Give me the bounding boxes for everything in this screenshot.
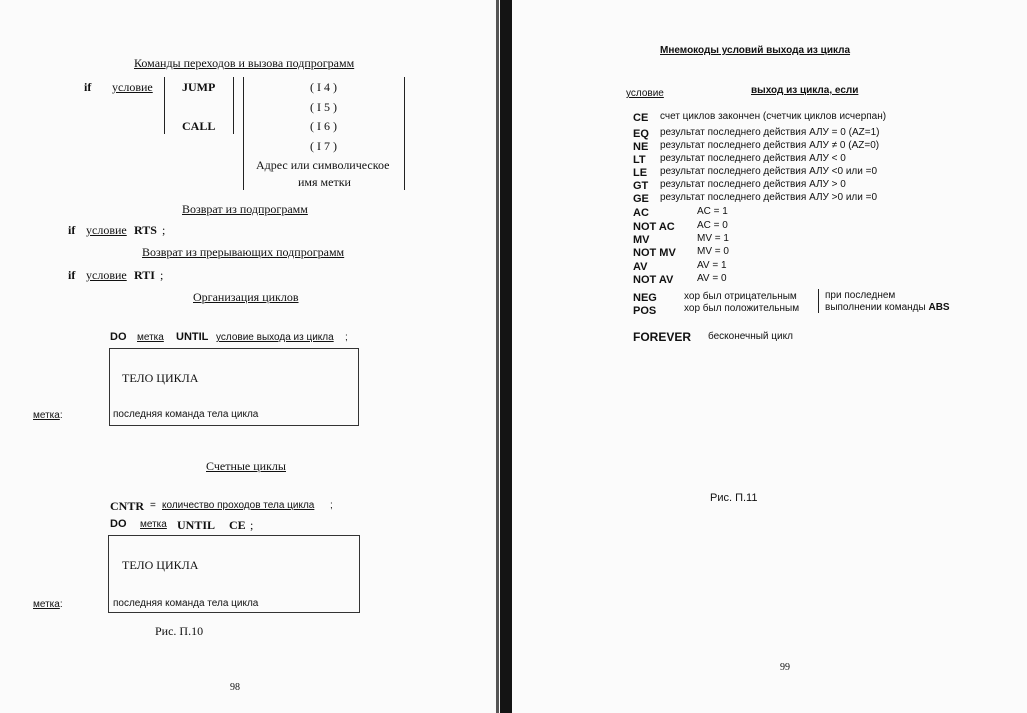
- divider: [243, 77, 244, 190]
- rts-keyword: RTS: [134, 223, 157, 237]
- pos-description: хор был положительным: [684, 303, 800, 314]
- condition-code: EQ: [633, 128, 649, 140]
- neg-code: NEG: [633, 292, 657, 304]
- condition-description: AV = 1: [697, 260, 727, 271]
- jumps-title: Команды переходов и вызова подпрограмм: [134, 56, 355, 70]
- counter-loops-title: Счетные циклы: [206, 459, 286, 473]
- condition-code: CE: [633, 112, 649, 124]
- label-placeholder: метка: [137, 332, 164, 343]
- figure-caption: Рис. П.10: [155, 624, 204, 638]
- condition-description: MV = 0: [697, 246, 729, 257]
- do-keyword: DO: [110, 518, 127, 530]
- forever-code: FOREVER: [633, 330, 692, 344]
- label-placeholder: метка: [140, 519, 167, 530]
- exec-command-text: [825, 302, 950, 313]
- condition-description: результат последнего действия АЛУ > 0: [660, 179, 846, 190]
- semicolon: ;: [160, 268, 164, 282]
- condition-description: счет циклов закончен (счетчик циклов исчерпан): [660, 111, 887, 122]
- if-keyword: if: [68, 223, 76, 237]
- condition-code: GE: [633, 193, 649, 205]
- address-line-1: Адрес или символическое: [256, 158, 390, 172]
- condition-description: результат последнего действия АЛУ ≠ 0 (AZ=0): [660, 140, 880, 151]
- column-condition: условие: [626, 88, 664, 99]
- condition-code: AC: [633, 207, 649, 219]
- page-number: 99: [780, 662, 790, 673]
- return-title: Возврат из подпрограмм: [182, 202, 308, 216]
- i6-text: ( I 6 ): [310, 119, 337, 133]
- divider: [818, 289, 819, 313]
- exit-condition: условие выхода из цикла: [216, 332, 334, 343]
- until-keyword: UNTIL: [176, 331, 209, 343]
- condition-description: результат последнего действия АЛУ >0 или =0: [660, 192, 878, 203]
- page-gutter-shadow: [496, 0, 499, 713]
- condition-code: LT: [633, 154, 646, 166]
- mark-label: [33, 410, 63, 421]
- condition-label: условие: [86, 268, 127, 282]
- condition-description: AC = 1: [697, 206, 728, 217]
- condition-description: MV = 1: [697, 233, 729, 244]
- rti-keyword: RTI: [134, 268, 155, 282]
- cntr-keyword: CNTR: [110, 499, 145, 513]
- condition-code: MV: [633, 234, 650, 246]
- last-command-text: последняя команда тела цикла: [113, 409, 259, 420]
- i7-text: ( I 7 ): [310, 139, 337, 153]
- i4-text: ( I 4 ): [310, 80, 337, 94]
- until-keyword: UNTIL: [177, 518, 216, 532]
- condition-label: условие: [112, 80, 153, 94]
- ce-keyword: CE: [229, 518, 246, 532]
- neg-description: хор был отрицательным: [684, 291, 797, 302]
- condition-description: результат последнего действия АЛУ < 0: [660, 153, 846, 164]
- jump-keyword: JUMP: [182, 80, 216, 94]
- condition-code: NOT MV: [633, 247, 676, 259]
- condition-description: результат последнего действия АЛУ = 0 (AZ=1): [660, 127, 880, 138]
- mark-text: метка: [33, 599, 60, 610]
- condition-description: AV = 0: [697, 273, 727, 284]
- condition-code: AV: [633, 261, 648, 273]
- pos-code: POS: [633, 305, 657, 317]
- equals-sign: =: [150, 500, 156, 511]
- condition-code: NOT AV: [633, 274, 674, 286]
- abs-keyword: ABS: [928, 302, 950, 313]
- forever-description: бесконечный цикл: [708, 331, 793, 342]
- page-number: 98: [230, 682, 240, 693]
- exec-command-label: выполнении команды: [825, 302, 926, 313]
- divider: [164, 77, 165, 134]
- divider: [404, 77, 405, 190]
- mark-text: метка: [33, 410, 60, 421]
- semicolon: ;: [345, 332, 348, 343]
- page-gutter: [500, 0, 512, 713]
- passes-count: количество проходов тела цикла: [162, 500, 315, 511]
- divider: [233, 77, 234, 134]
- at-last-text: при последнем: [825, 290, 896, 301]
- interrupt-title: Возврат из прерывающих подпрограмм: [142, 245, 345, 259]
- colon: :: [59, 410, 63, 421]
- address-line-2: имя метки: [298, 175, 351, 189]
- if-keyword: if: [68, 268, 76, 282]
- do-keyword: DO: [110, 331, 127, 343]
- i5-text: ( I 5 ): [310, 100, 337, 114]
- last-command-text: последняя команда тела цикла: [113, 598, 259, 609]
- semicolon: ;: [162, 223, 166, 237]
- semicolon: ;: [250, 518, 254, 532]
- column-exit: выход из цикла, если: [751, 85, 859, 96]
- condition-code: NE: [633, 141, 649, 153]
- figure-caption: Рис. П.11: [710, 492, 758, 504]
- condition-description: результат последнего действия АЛУ <0 или =0: [660, 166, 878, 177]
- condition-label: условие: [86, 223, 127, 237]
- condition-code: LE: [633, 167, 648, 179]
- colon: :: [59, 599, 63, 610]
- semicolon: ;: [330, 500, 333, 511]
- loop-body-text: ТЕЛО ЦИКЛА: [122, 558, 199, 572]
- condition-code: GT: [633, 180, 649, 192]
- loops-title: Организация циклов: [193, 290, 299, 304]
- if-keyword: if: [84, 80, 92, 94]
- mark-label: [33, 599, 63, 610]
- condition-code: NOT AC: [633, 221, 675, 233]
- loop-body-text: ТЕЛО ЦИКЛА: [122, 371, 199, 385]
- call-keyword: CALL: [182, 119, 216, 133]
- condition-description: AC = 0: [697, 220, 728, 231]
- mnemonics-title: Мнемокоды условий выхода из цикла: [660, 45, 851, 56]
